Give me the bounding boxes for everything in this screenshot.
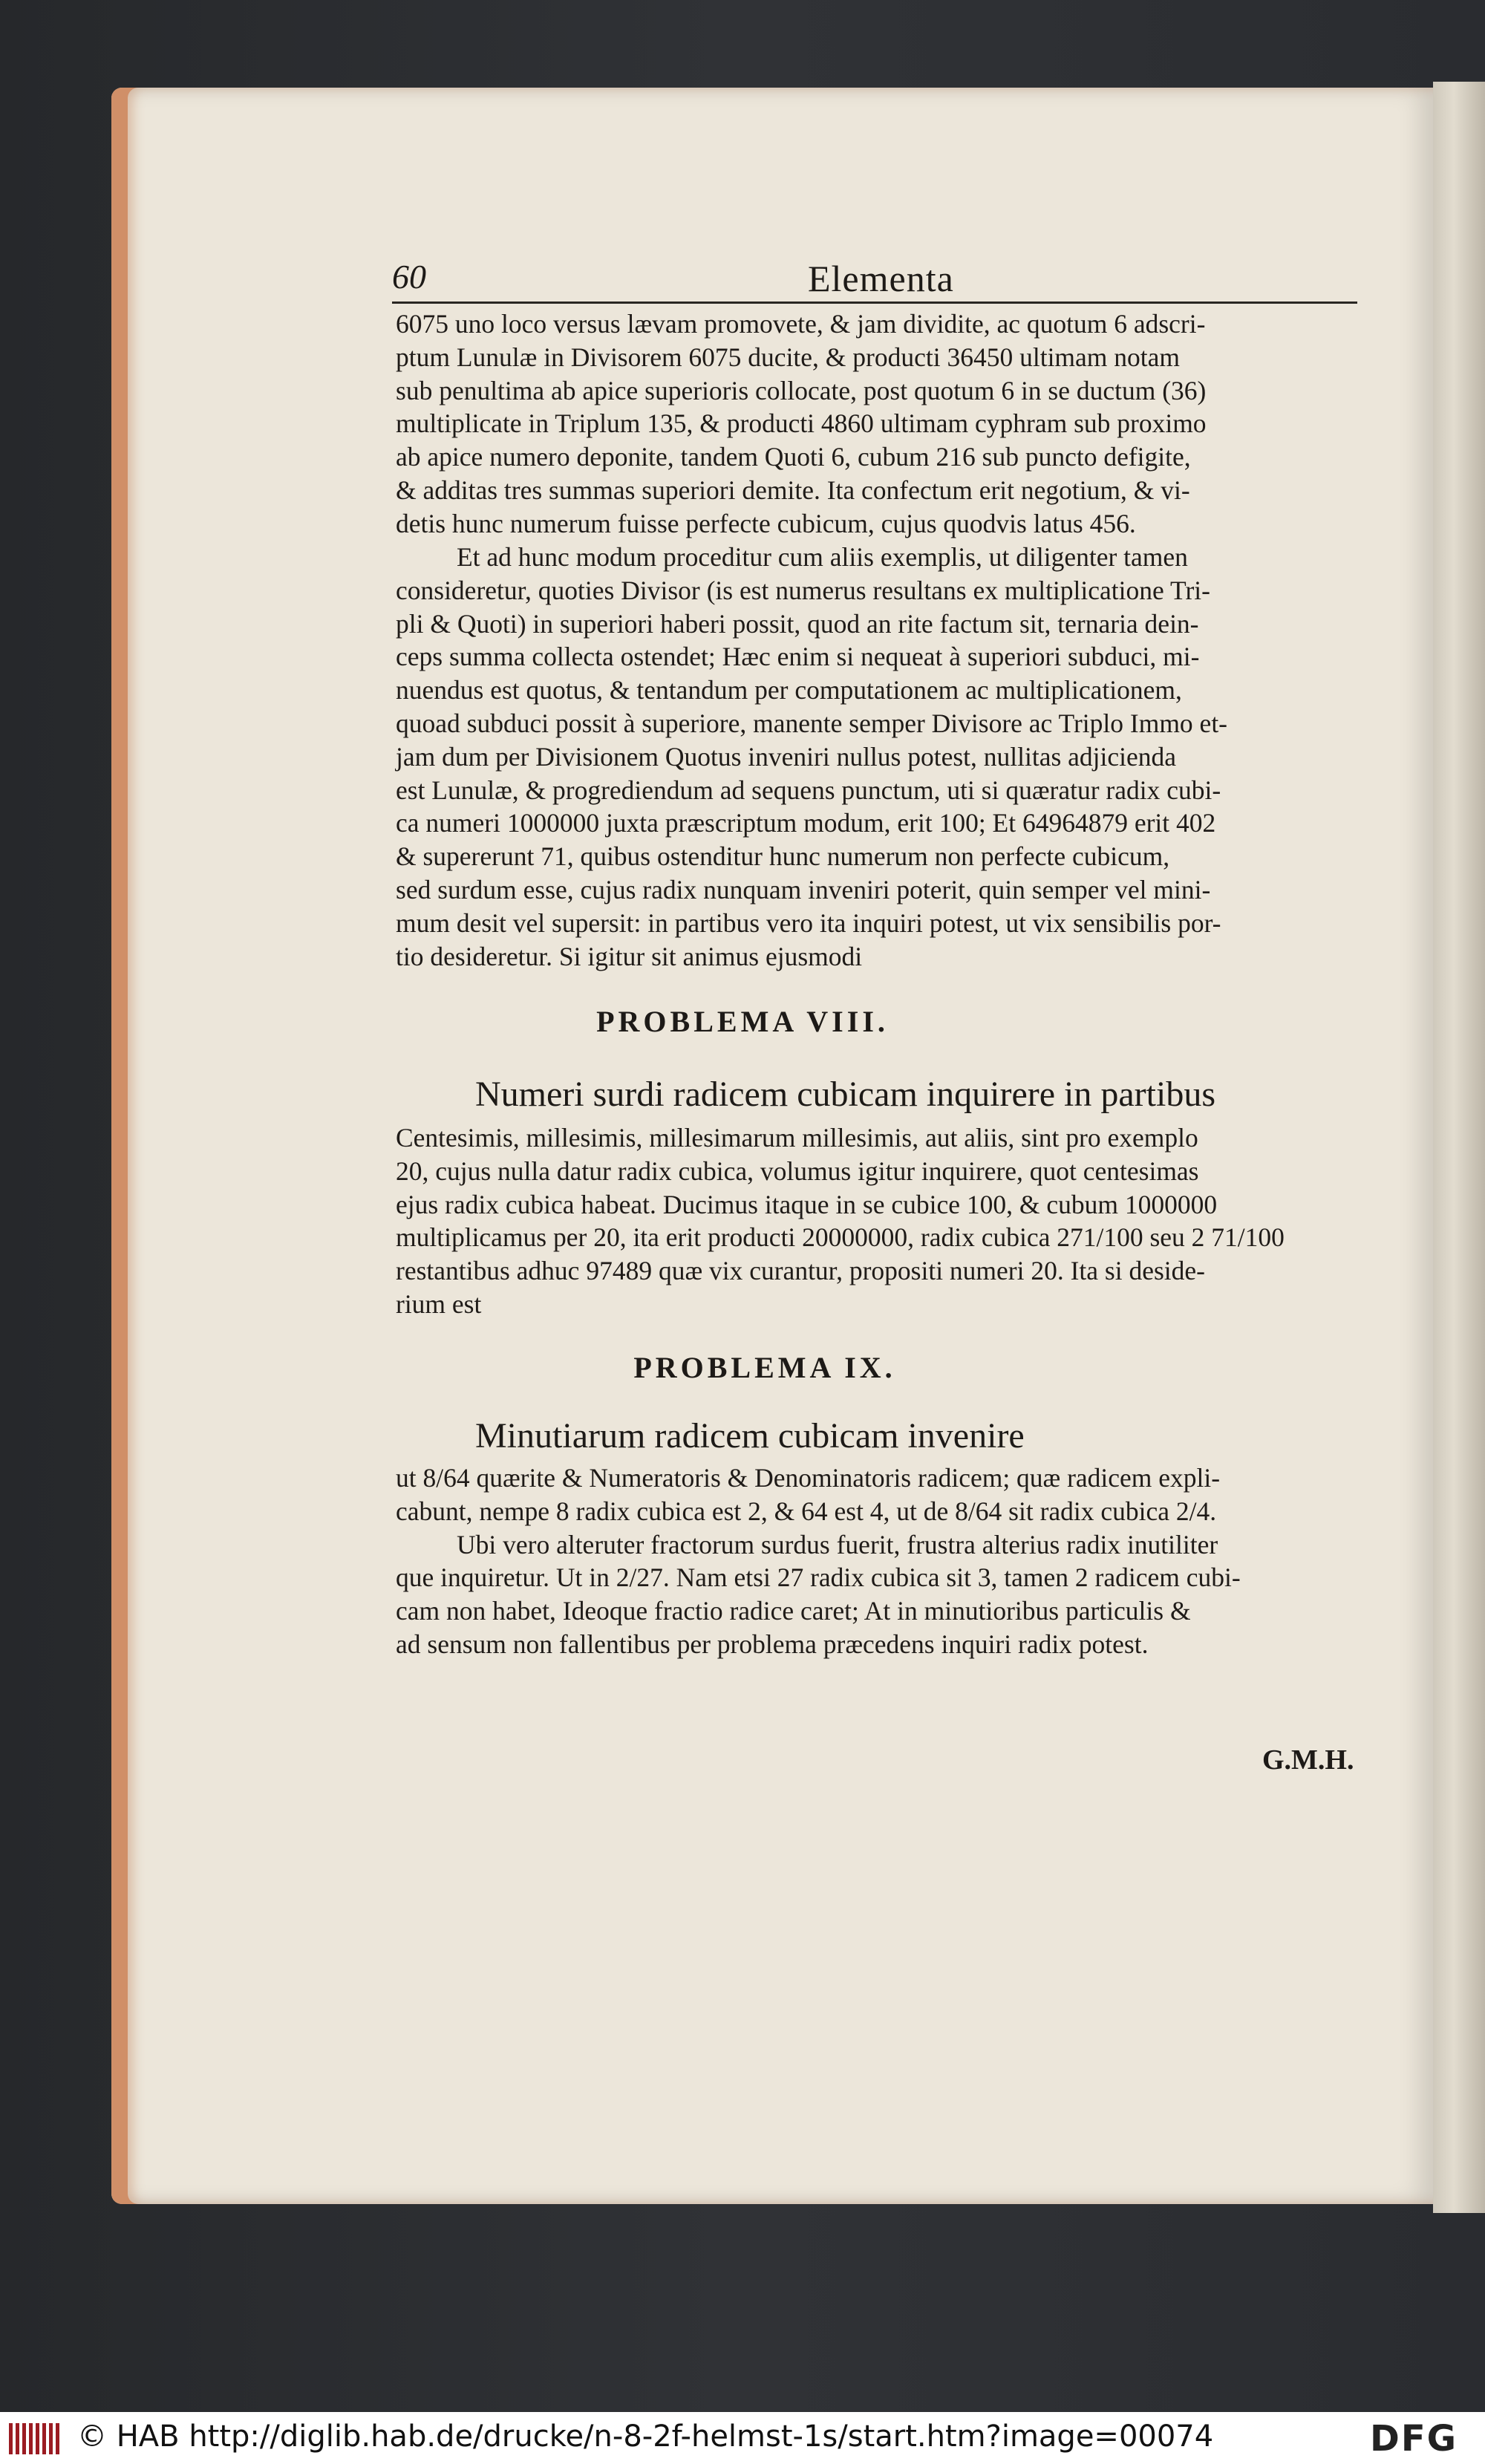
text-line: sed surdum esse, cujus radix nunquam inveniri poterit, quin semper vel mini-	[396, 874, 1211, 905]
problem-8-heading: PROBLEMA VIII.	[596, 1005, 889, 1038]
text-line: cabunt, nempe 8 radix cubica est 2, & 64 est 4, ut de 8/64 sit radix cubica 2/4.	[396, 1496, 1217, 1526]
text-line: detis hunc numerum fuisse perfecte cubicum, cujus quodvis latus 456.	[396, 508, 1136, 538]
text-line: 6075 uno loco versus lævam promovete, & jam dividite, ac quotum 6 adscri-	[396, 309, 1206, 339]
text-line: & supererunt 71, quibus ostenditur hunc numerum non perfecte cubicum,	[396, 841, 1170, 872]
text-line: jam dum per Divisionem Quotus inveniri nullus potest, nullitas adjicienda	[396, 741, 1177, 772]
problem-9-body	[396, 1461, 1361, 1661]
viewer-footer	[0, 2412, 1485, 2464]
text-line: ut 8/64 quærite & Numeratoris & Denominatoris radicem; quæ radicem expli-	[396, 1463, 1221, 1493]
text-line: ceps summa collecta ostendet; Hæc enim si nequeat à superiori subduci, mi-	[396, 642, 1200, 672]
text-line: sub penultima ab apice superioris collocate, post quotum 6 in se ductum (36)	[396, 375, 1207, 405]
text-line: que inquiretur. Ut in 2/27. Nam etsi 27 radix cubica sit 3, tamen 2 radicem cubi-	[396, 1562, 1241, 1593]
text-line: ab apice numero deponite, tandem Quoti 6, cubum 216 sub puncto defigite,	[396, 442, 1191, 472]
text-line: quoad subduci possit à superiore, manente semper Divisore ac Triplo Immo et-	[396, 708, 1228, 738]
text-line: mum desit vel supersit: in partibus vero ita inquiri potest, ut vix sensibilis por-	[396, 907, 1221, 938]
text-line: restantibus adhuc 97489 quæ vix curantur, propositi numeri 20. Ita si deside-	[396, 1256, 1205, 1286]
text-line: Ubi vero alteruter fractorum surdus fuerit, frustra alterius radix inutiliter	[457, 1529, 1218, 1559]
text-line: ptum Lunulæ in Divisorem 6075 ducite, & producti 36450 ultimam notam	[396, 342, 1181, 372]
text-line: Centesimis, millesimis, millesimarum millesimis, aut aliis, sint pro exemplo	[396, 1123, 1198, 1153]
text-line: cam non habet, Ideoque fractio radice caret; At in minutioribus particulis &	[396, 1596, 1191, 1626]
text-line: multiplicate in Triplum 135, & producti 4860 ultimam cyphram sub proximo	[396, 408, 1207, 439]
text-line: ca numeri 1000000 juxta præscriptum modum, erit 100; Et 64964879 erit 402	[396, 808, 1216, 838]
text-line: & additas tres summas superiori demite. Ita confectum erit negotium, & vi-	[396, 475, 1190, 505]
text-line: ejus radix cubica habeat. Ducimus itaque in se cubice 100, & cubum 1000000	[396, 1189, 1218, 1219]
problem-9-title: Minutiarum radicem cubicam invenire	[475, 1416, 1025, 1456]
paragraph-continuation	[396, 307, 1361, 541]
text-line: rium est	[396, 1288, 482, 1319]
text-line: ad sensum non fallentibus per problema præcedens inquiri radix potest.	[396, 1629, 1149, 1659]
text-line: Et ad hunc modum proceditur cum aliis exemplis, ut diligenter tamen	[457, 542, 1188, 572]
text-line: tio desideretur. Si igitur sit animus ejusmodi	[396, 941, 863, 971]
page-header	[392, 257, 1357, 304]
page-number: 60	[392, 258, 426, 296]
text-line: 20, cujus nulla datur radix cubica, volumus igitur inquirere, quot centesimas	[396, 1156, 1199, 1186]
copyright-url[interactable]: © HAB http://diglib.hab.de/drucke/n-8-2f-helmst-1s/start.htm?image=00074	[77, 2419, 1214, 2454]
signature-initials: G.M.H.	[1262, 1744, 1354, 1776]
dfg-logo: DFG	[1370, 2418, 1458, 2460]
paragraph-method	[396, 541, 1361, 973]
running-title: Elementa	[808, 258, 954, 299]
text-line: pli & Quoti) in superiori haberi possit, quod an rite factum sit, ternaria dein-	[396, 608, 1199, 639]
hab-barcode-logo-icon	[9, 2423, 62, 2454]
problem-8-body	[396, 1121, 1361, 1321]
adjacent-page-edge	[1433, 82, 1485, 2213]
problem-9-heading: PROBLEMA IX.	[633, 1351, 896, 1384]
problem-8-title: Numeri surdi radicem cubicam inquirere in partibus	[475, 1075, 1216, 1114]
text-line: multiplicamus per 20, ita erit producti 20000000, radix cubica 271/100 seu 2 71/100	[396, 1222, 1285, 1253]
text-line: est Lunulæ, & progrediendum ad sequens punctum, uti si quæratur radix cubi-	[396, 775, 1221, 805]
text-line: consideretur, quoties Divisor (is est numerus resultans ex multiplicatione Tri-	[396, 575, 1210, 605]
text-line: nuendus est quotus, & tentandum per computationem ac multiplicationem,	[396, 675, 1182, 705]
